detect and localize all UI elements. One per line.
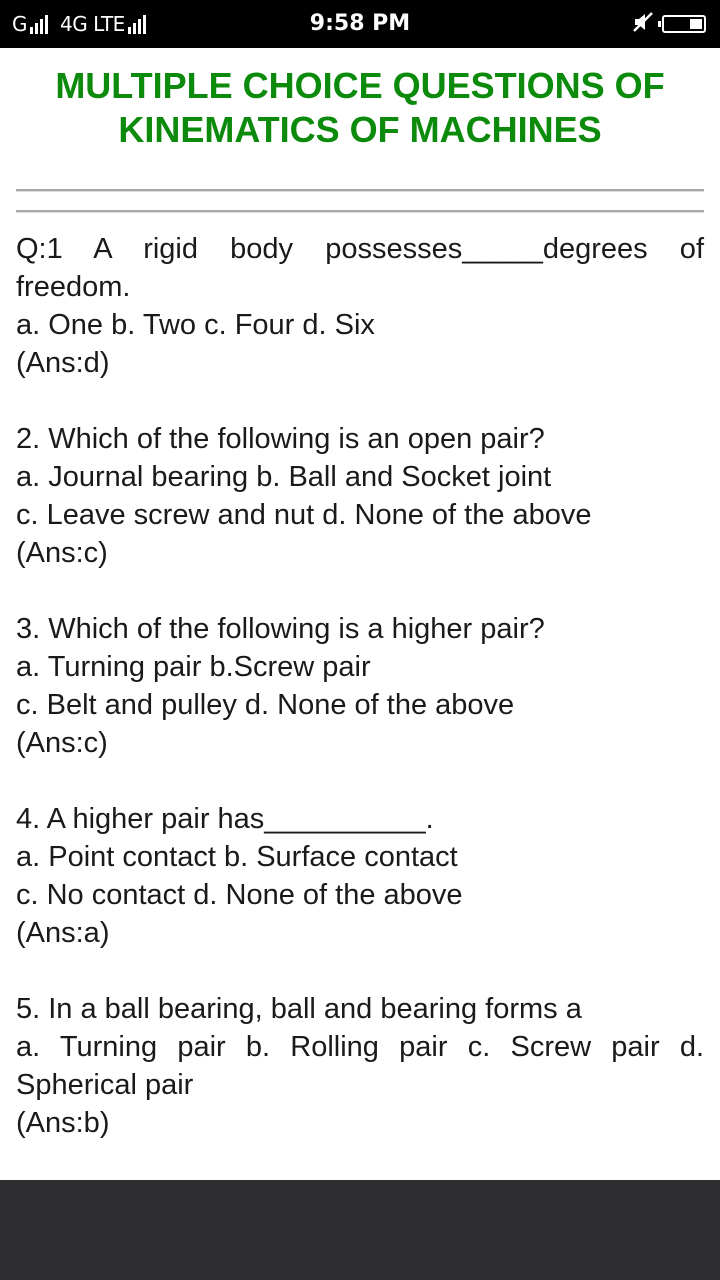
question-options: a. Turning pair b. Rolling pair c. Screw pair d. Spherical pair bbox=[16, 1031, 704, 1101]
content-area[interactable] bbox=[0, 48, 720, 1180]
status-right-group bbox=[632, 0, 706, 48]
question-options: a. One b. Two c. Four d. Six bbox=[16, 309, 375, 341]
carrier-2-label: 4G LTE bbox=[60, 12, 125, 36]
question-item-1 bbox=[16, 230, 704, 382]
question-options: c. No contact d. None of the above bbox=[16, 879, 463, 911]
question-options: a. Turning pair b.Screw pair bbox=[16, 651, 371, 683]
question-text: 5. In a ball bearing, ball and bearing forms a bbox=[16, 993, 582, 1025]
question-item-2 bbox=[16, 420, 704, 572]
question-options: a. Journal bearing b. Ball and Socket joint bbox=[16, 461, 552, 493]
question-text: 2. Which of the following is an open pair? bbox=[16, 423, 545, 455]
bottom-bar bbox=[0, 1180, 720, 1280]
divider bbox=[16, 189, 704, 192]
status-bar bbox=[0, 0, 720, 48]
question-options: a. Point contact b. Surface contact bbox=[16, 841, 458, 873]
question-answer: (Ans:c) bbox=[16, 537, 108, 569]
question-text: Q:1 A rigid body possesses_____degrees of freedom. bbox=[16, 233, 704, 303]
question-options: c. Belt and pulley d. None of the above bbox=[16, 689, 515, 721]
status-time: 9:58 PM bbox=[309, 11, 411, 36]
question-item-5 bbox=[16, 990, 704, 1142]
question-answer: (Ans:b) bbox=[16, 1107, 110, 1139]
question-item-4 bbox=[16, 800, 704, 952]
question-list bbox=[16, 230, 704, 1180]
question-text: 3. Which of the following is a higher pair? bbox=[16, 613, 545, 645]
question-answer: (Ans:d) bbox=[16, 347, 110, 379]
mute-icon bbox=[632, 11, 654, 37]
page-title: MULTIPLE CHOICE QUESTIONS OF KINEMATICS OF MACHINES bbox=[55, 65, 665, 150]
question-text: 4. A higher pair has__________. bbox=[16, 803, 434, 835]
battery-icon bbox=[662, 15, 706, 33]
question-answer: (Ans:a) bbox=[16, 917, 110, 949]
question-answer: (Ans:c) bbox=[16, 727, 108, 759]
carrier-1-label: G bbox=[12, 12, 27, 36]
divider bbox=[16, 210, 704, 213]
question-options: c. Leave screw and nut d. None of the above bbox=[16, 499, 592, 531]
question-item-3 bbox=[16, 610, 704, 762]
